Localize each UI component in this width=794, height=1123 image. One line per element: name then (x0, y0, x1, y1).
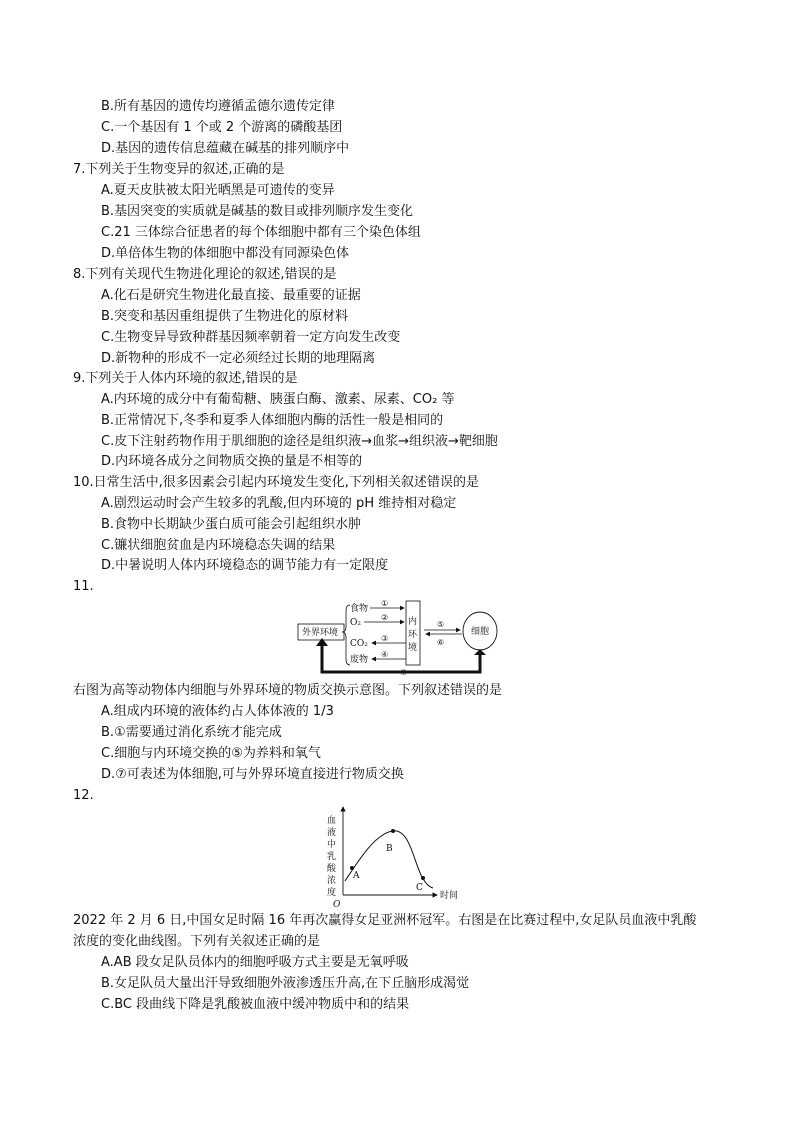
exchange-diagram (296, 597, 501, 677)
q7-option-c: C.21 三体综合征患者的每个体细胞中都有三个染色体组 (101, 225, 421, 240)
ylabel-char-7: 度 (327, 888, 337, 898)
inner-char-1: 内 (408, 617, 418, 627)
point-c (421, 876, 425, 880)
arrow-4-label: ④ (381, 650, 389, 659)
ylabel-char-1: 血 (327, 816, 337, 826)
q8-option-c: C.生物变异导致种群基因频率朝着一定方向发生改变 (101, 330, 401, 345)
q10-option-b: B.食物中长期缺少蛋白质可能会引起组织水肿 (101, 517, 362, 532)
arrow-7-label: ⑦ (400, 668, 408, 677)
q11-option-d: D.⑦可表述为体细胞,可与外界环境直接进行物质交换 (101, 767, 404, 782)
q11-number: 11. (73, 579, 94, 594)
lactic-acid-chart (325, 803, 470, 908)
q6-option-b: B.所有基因的遗传均遵循孟德尔遗传定律 (101, 99, 336, 114)
food-label: 食物 (350, 604, 369, 614)
arrow-3-label: ③ (381, 634, 389, 643)
point-b (391, 829, 395, 833)
q10-stem: 10.日常生活中,很多因素会引起内环境发生变化,下列相关叙述错误的是 (73, 475, 479, 490)
arrow-1-label: ① (381, 599, 389, 608)
q10-option-c: C.镰状细胞贫血是内环境稳态失调的结果 (101, 538, 336, 553)
outside-environment-label: 外界环境 (302, 628, 339, 638)
q8-option-b: B.突变和基因重组提供了生物进化的原材料 (101, 309, 349, 324)
q7-option-a: A.夏天皮肤被太阳光晒黑是可遗传的变异 (101, 183, 335, 198)
q11-option-c: C.细胞与内环境交换的⑤为养料和氧气 (101, 746, 321, 761)
q8-option-a: A.化石是研究生物进化最直接、最重要的证据 (101, 288, 361, 303)
q8-stem: 8.下列有关现代生物进化理论的叙述,错误的是 (73, 267, 337, 282)
arrow-6-label: ⑥ (437, 638, 445, 647)
waste-label: 废物 (350, 655, 369, 665)
q7-option-b: B.基因突变的实质就是碱基的数目或排列顺序发生变化 (101, 204, 414, 219)
origin-label: O (333, 900, 341, 908)
point-c-label: C (416, 883, 423, 893)
point-b-label: B (386, 844, 393, 854)
ylabel-char-3: 中 (327, 840, 337, 850)
inner-char-3: 境 (408, 643, 418, 653)
x-axis-label: 时间 (440, 891, 459, 901)
arrow-5-label: ⑤ (437, 620, 445, 629)
q12-stem-line1: 2022 年 2 月 6 日,中国女足时隔 16 年再次赢得女足亚洲杯冠军。右图是在比赛过程中,女足队员血液中乳酸 (73, 913, 697, 928)
q11-option-b: B.①需要通过消化系统才能完成 (101, 725, 282, 740)
point-a-label: A (353, 871, 360, 881)
q7-option-d: D.单倍体生物的体细胞中都没有同源染色体 (101, 246, 350, 261)
q9-option-b: B.正常情况下,冬季和夏季人体细胞内酶的活性一般是相同的 (101, 413, 444, 428)
q7-stem: 7.下列关于生物变异的叙述,正确的是 (73, 162, 285, 177)
q12-option-b: B.女足队员大量出汗导致细胞外液渗透压升高,在下丘脑形成渴觉 (101, 976, 470, 991)
o2-label: O₂ (350, 618, 361, 628)
co2-label: CO₂ (350, 639, 368, 649)
q9-stem: 9.下列关于人体内环境的叙述,错误的是 (73, 371, 298, 386)
q12-option-c: C.BC 段曲线下降是乳酸被血液中缓冲物质中和的结果 (101, 997, 410, 1012)
q12-number: 12. (73, 788, 94, 803)
q11-stem: 右图为高等动物体内细胞与外界环境的物质交换示意图。下列叙述错误的是 (73, 683, 503, 698)
q11-option-a: A.组成内环境的液体约占人体体液的 1/3 (101, 704, 334, 719)
q6-option-c: C.一个基因有 1 个或 2 个游离的磷酸基团 (101, 120, 343, 135)
q9-option-c: C.皮下注射药物作用于肌细胞的途径是组织液→血浆→组织液→靶细胞 (101, 434, 498, 449)
q8-option-d: D.新物种的形成不一定必须经过长期的地理隔离 (101, 351, 376, 366)
y-axis-label (327, 815, 337, 898)
q10-option-d: D.中暑说明人体内环境稳态的调节能力有一定限度 (101, 558, 389, 573)
q9-option-d: D.内环境各成分之间物质交换的量是不相等的 (101, 454, 363, 469)
q6-option-d: D.基因的遗传信息蕴藏在碱基的排列顺序中 (101, 141, 350, 156)
q12-stem-line2: 浓度的变化曲线图。下列有关叙述正确的是 (73, 934, 321, 949)
q12-option-a: A.AB 段女足队员体内的细胞呼吸方式主要是无氧呼吸 (101, 955, 409, 970)
q10-option-a: A.剧烈运动时会产生较多的乳酸,但内环境的 pH 维持相对稳定 (101, 496, 457, 511)
inner-char-2: 环 (408, 630, 418, 640)
ylabel-char-4: 乳 (327, 852, 337, 862)
ylabel-char-6: 浓 (327, 876, 337, 886)
arrow-2-label: ② (381, 613, 389, 622)
point-a (350, 866, 354, 870)
q9-option-a: A.内环境的成分中有葡萄糖、胰蛋白酶、激素、尿素、CO₂ 等 (101, 392, 455, 407)
ylabel-char-5: 酸 (327, 864, 337, 874)
ylabel-char-2: 液 (327, 828, 337, 838)
cell-label: 细胞 (471, 627, 490, 637)
